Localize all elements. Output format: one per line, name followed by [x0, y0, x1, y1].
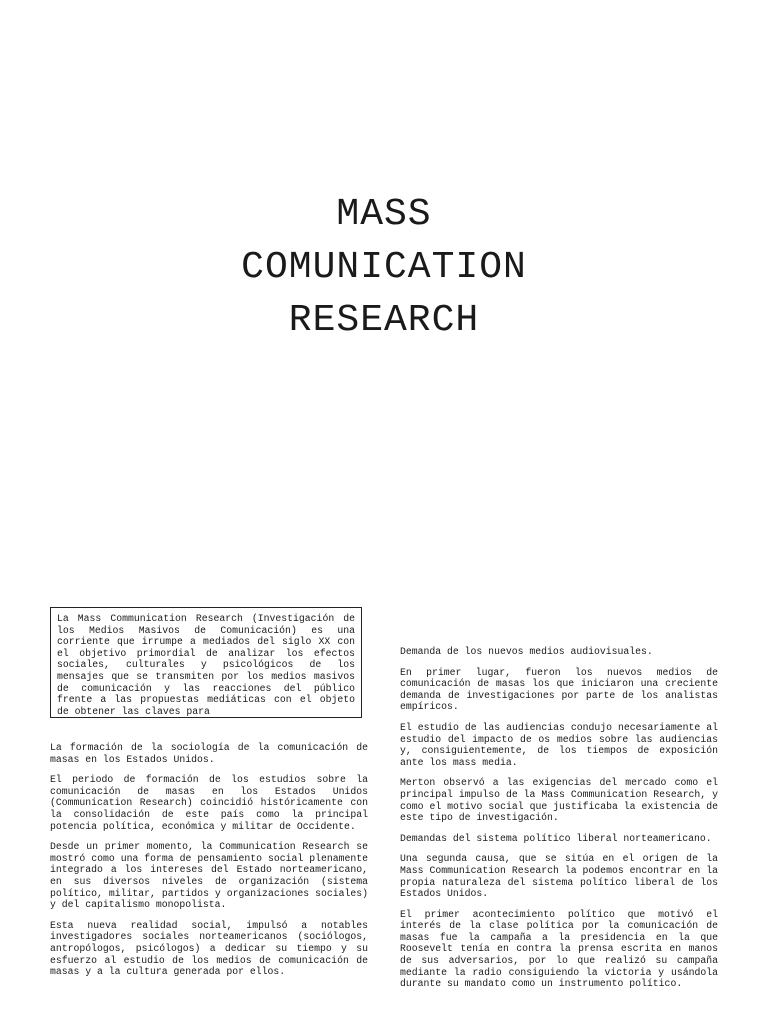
- right-heading: Demandas del sistema político liberal norteamericano.: [400, 832, 712, 844]
- left-paragraph: Esta nueva realidad social, impulsó a notables investigadores sociales norteamericanos (sociólogos, antropólogos, psicólogos) a dedicar su tiempo y su esfuerzo al estudio de los medios de comunicación de masas y a la cultura generada por ellos.: [50, 919, 368, 978]
- right-heading: Demanda de los nuevos medios audiovisuales.: [400, 646, 653, 657]
- title-line-3: RESEARCH: [288, 299, 480, 342]
- right-paragraph: En primer lugar, fueron los nuevos medios de comunicación de masas los que iniciaron una creciente demanda de investigaciones por parte de los analistas empíricos.: [400, 666, 718, 713]
- left-paragraph: Desde un primer momento, la Communication Research se mostró como una forma de pensamiento social plenamente integrado a los intereses del Estado norteamericano, en sus diversos niveles de organización (sistema político, militar, partidos y organizaciones sociales) y del capitalismo monopolista.: [50, 841, 368, 911]
- right-column: [400, 646, 718, 999]
- right-paragraph: Una segunda causa, que se sitúa en el origen de la Mass Communication Research la podemos encontrar en la propia naturaleza del sistema político liberal de los Estados Unidos.: [400, 853, 718, 900]
- left-paragraph: El periodo de formación de los estudios sobre la comunicación de masas en los Estados Unidos (Communication Research) coincidió históricamente con la consolidación de este país como la principal potencia política, económica y militar de Occidente.: [50, 774, 368, 832]
- title-line-1: MASS: [336, 193, 432, 236]
- right-paragraph: El primer acontecimiento político que motivó el interés de la clase política por la comunicación de masas fue la campaña a la presidencia en la que Roosevelt tenía en contra la prensa escrita en manos de sus adversarios, por lo que realizó su campaña mediante la radio consiguiendo la victoria y usándola durante su mandato como un instrumento político.: [400, 908, 718, 990]
- intro-paragraph: La Mass Communication Research (Investigación de los Medios Masivos de Comunicación) es una corriente que irrumpe a mediados del siglo XX con el objetivo primordial de analizar los efectos sociales, culturales y psicológicos de los mensajes que se transmiten por los medios masivos de comunicación y las reacciones del público frente a las propuestas mediáticas con el objeto de obtener las claves para: [57, 613, 355, 717]
- document-title: [0, 188, 768, 347]
- left-column: [50, 742, 368, 987]
- left-heading: La formación de la sociología de la comunicación de masas en los Estados Unidos.: [50, 742, 368, 765]
- title-line-2: COMUNICATION: [241, 246, 527, 289]
- intro-box: [50, 607, 362, 718]
- right-paragraph: Merton observó a las exigencias del mercado como el principal impulso de la Mass Communication Research, y como el motivo social que justificaba la existencia de este tipo de investigación.: [400, 777, 718, 824]
- right-paragraph: El estudio de las audiencias condujo necesariamente al estudio del impacto de os medios sobre las audiencias y, consiguientemente, de los tiempos de exposición ante los mass media.: [400, 721, 718, 768]
